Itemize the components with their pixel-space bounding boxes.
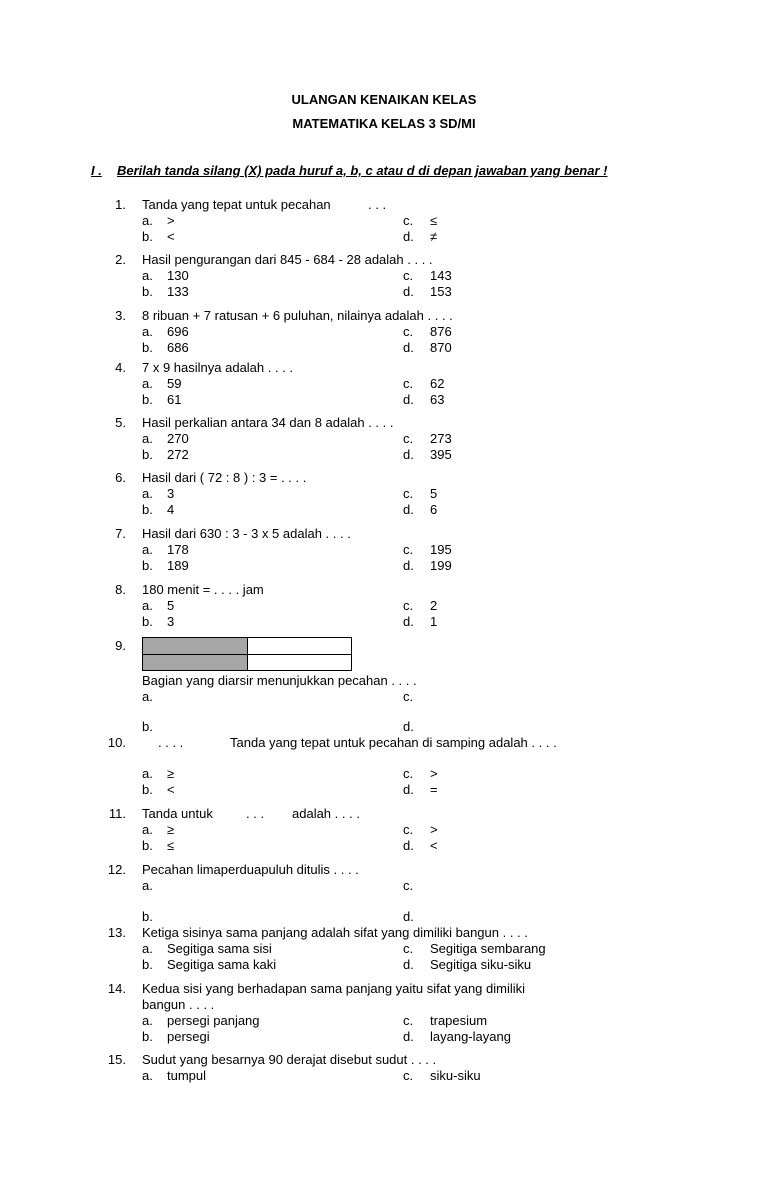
option-a-label: a.	[142, 376, 153, 391]
question-text: 7 x 9 hasilnya adalah . . . .	[142, 360, 294, 375]
question-suffix: adalah . . . .	[292, 806, 360, 821]
option-d: =	[430, 782, 438, 797]
option-d-label: d.	[403, 229, 414, 244]
option-c-label: c.	[403, 1013, 414, 1028]
option-d-label: d.	[403, 1029, 414, 1044]
option-a-label: a.	[142, 268, 153, 283]
section-instruction: Berilah tanda silang (X) pada huruf a, b, c atau d di depan jawaban yang benar !	[117, 163, 608, 178]
option-a: 5	[167, 598, 175, 613]
option-a: ≥	[167, 766, 175, 781]
question-number: 11.	[108, 806, 126, 821]
option-b-label: b.	[142, 782, 153, 797]
shaded-cell	[142, 654, 248, 671]
question-number: 12.	[107, 862, 126, 877]
option-a-label: a.	[142, 878, 153, 893]
option-c-label: c.	[403, 324, 414, 339]
question-number: 10.	[107, 735, 126, 750]
option-c: 195	[430, 542, 452, 557]
option-b-label: b.	[142, 340, 153, 355]
option-d: <	[430, 838, 438, 853]
question-text: Pecahan limaperduapuluh ditulis . . . .	[142, 862, 359, 877]
option-a: 59	[167, 376, 182, 391]
option-c-label: c.	[403, 598, 414, 613]
option-b-label: b.	[142, 284, 153, 299]
option-d-label: d.	[403, 502, 414, 517]
option-d: 6	[430, 502, 438, 517]
option-b: <	[167, 229, 175, 244]
shaded-cell	[142, 637, 248, 655]
option-d: 870	[430, 340, 452, 355]
option-c: 2	[430, 598, 438, 613]
option-c-label: c.	[403, 1068, 414, 1083]
option-b-label: b.	[142, 1029, 153, 1044]
question-number: 14.	[107, 981, 126, 996]
question-number: 3.	[115, 308, 126, 323]
option-c-label: c.	[403, 941, 414, 956]
unshaded-cell	[247, 654, 352, 671]
option-c: 273	[430, 431, 452, 446]
option-a: 270	[167, 431, 189, 446]
question-number: 8.	[115, 582, 126, 597]
option-c-label: c.	[403, 542, 414, 557]
option-b: 133	[167, 284, 189, 299]
question-text: 180 menit = . . . . jam	[142, 582, 264, 597]
question-text: Sudut yang besarnya 90 derajat disebut sudut . . . .	[142, 1052, 437, 1067]
option-a-label: a.	[142, 941, 153, 956]
option-b: 189	[167, 558, 189, 573]
page-subtitle: MATEMATIKA KELAS 3 SD/MI	[292, 116, 476, 131]
option-d-label: d.	[403, 957, 414, 972]
option-b-label: b.	[142, 229, 153, 244]
option-c: trapesium	[430, 1013, 488, 1028]
option-d-label: d.	[403, 614, 414, 629]
option-a: tumpul	[167, 1068, 207, 1083]
option-a-label: a.	[142, 213, 153, 228]
option-a-label: a.	[142, 689, 153, 704]
option-a: Segitiga sama sisi	[167, 941, 272, 956]
question-number: 15.	[107, 1052, 126, 1067]
option-c: 5	[430, 486, 438, 501]
option-a: 3	[167, 486, 175, 501]
question-text: Hasil dari ( 72 : 8 ) : 3 = . . . .	[142, 470, 307, 485]
option-c-label: c.	[403, 689, 414, 704]
question-text: Ketiga sisinya sama panjang adalah sifat yang dimiliki bangun . . . .	[142, 925, 528, 940]
option-b: <	[167, 782, 175, 797]
option-b: 272	[167, 447, 189, 462]
option-b: 61	[167, 392, 182, 407]
question-text: Kedua sisi yang berhadapan sama panjang yaitu sifat yang dimiliki	[142, 981, 526, 996]
question-number: 2.	[115, 252, 126, 267]
option-b: 4	[167, 502, 175, 517]
option-d-label: d.	[403, 838, 414, 853]
option-d: 153	[430, 284, 452, 299]
option-d: 1	[430, 614, 438, 629]
option-c-label: c.	[403, 268, 414, 283]
fraction-diagram	[142, 637, 352, 671]
option-c: >	[430, 822, 438, 837]
option-b-label: b.	[142, 909, 153, 924]
option-c: ≤	[430, 213, 438, 228]
option-b-label: b.	[142, 392, 153, 407]
option-b-label: b.	[142, 838, 153, 853]
option-b-label: b.	[142, 957, 153, 972]
option-a: >	[167, 213, 175, 228]
option-b-label: b.	[142, 447, 153, 462]
option-a-label: a.	[142, 1068, 153, 1083]
option-b: 3	[167, 614, 175, 629]
question-number: 9.	[115, 638, 126, 653]
option-c-label: c.	[403, 878, 414, 893]
option-b: Segitiga sama kaki	[167, 957, 277, 972]
question-text: Hasil perkalian antara 34 dan 8 adalah . . . .	[142, 415, 394, 430]
question-text: Tanda yang tepat untuk pecahan	[142, 197, 331, 212]
question-text: Tanda untuk	[142, 806, 213, 821]
question-number: 7.	[115, 526, 126, 541]
option-b-label: b.	[142, 614, 153, 629]
option-c: Segitiga sembarang	[430, 941, 546, 956]
question-text: Hasil dari 630 : 3 - 3 x 5 adalah . . . .	[142, 526, 351, 541]
question-dots: . . . .	[158, 735, 184, 750]
option-c-label: c.	[403, 213, 414, 228]
option-d: 199	[430, 558, 452, 573]
option-c-label: c.	[403, 486, 414, 501]
option-c: 143	[430, 268, 452, 283]
option-a: 178	[167, 542, 189, 557]
question-dots: . . .	[368, 197, 387, 212]
unshaded-cell	[247, 637, 352, 655]
option-d-label: d.	[403, 447, 414, 462]
question-number: 6.	[115, 470, 126, 485]
option-c: 876	[430, 324, 452, 339]
option-a-label: a.	[142, 486, 153, 501]
option-a: 696	[167, 324, 189, 339]
option-c: 62	[430, 376, 445, 391]
option-b: ≤	[167, 838, 175, 853]
question-number: 13.	[107, 925, 126, 940]
option-d-label: d.	[403, 558, 414, 573]
option-c: >	[430, 766, 438, 781]
option-b: persegi	[167, 1029, 210, 1044]
question-text-continued: bangun . . . .	[142, 997, 215, 1012]
question-text: 8 ribuan + 7 ratusan + 6 puluhan, nilainya adalah . . . .	[142, 308, 453, 323]
question-text: Hasil pengurangan dari 845 - 684 - 28 adalah . . . .	[142, 252, 433, 267]
option-a-label: a.	[142, 431, 153, 446]
section-number: I .	[91, 163, 102, 178]
option-c-label: c.	[403, 766, 414, 781]
option-a-label: a.	[142, 542, 153, 557]
option-d-label: d.	[403, 909, 414, 924]
option-c-label: c.	[403, 431, 414, 446]
option-c: siku-siku	[430, 1068, 481, 1083]
question-number: 4.	[115, 360, 126, 375]
option-d-label: d.	[403, 340, 414, 355]
option-d: Segitiga siku-siku	[430, 957, 532, 972]
option-d: 63	[430, 392, 445, 407]
option-a: ≥	[167, 822, 175, 837]
option-a-label: a.	[142, 1013, 153, 1028]
question-dots: . . .	[246, 806, 265, 821]
option-c-label: c.	[403, 376, 414, 391]
option-b-label: b.	[142, 502, 153, 517]
option-d: layang-layang	[430, 1029, 511, 1044]
question-text: Tanda yang tepat untuk pecahan di samping adalah . . . .	[230, 735, 557, 750]
option-c-label: c.	[403, 822, 414, 837]
page-title: ULANGAN KENAIKAN KELAS	[291, 92, 477, 107]
option-a-label: a.	[142, 766, 153, 781]
question-number: 1.	[115, 197, 126, 212]
option-d-label: d.	[403, 284, 414, 299]
option-d-label: d.	[403, 392, 414, 407]
option-a: persegi panjang	[167, 1013, 260, 1028]
option-a: 130	[167, 268, 189, 283]
option-a-label: a.	[142, 598, 153, 613]
option-a-label: a.	[142, 822, 153, 837]
option-b-label: b.	[142, 719, 153, 734]
option-a-label: a.	[142, 324, 153, 339]
question-number: 5.	[115, 415, 126, 430]
option-b-label: b.	[142, 558, 153, 573]
option-d-label: d.	[403, 719, 414, 734]
option-d-label: d.	[403, 782, 414, 797]
question-text: Bagian yang diarsir menunjukkan pecahan . . . .	[142, 673, 417, 688]
option-b: 686	[167, 340, 189, 355]
option-d: ≠	[430, 229, 438, 244]
option-d: 395	[430, 447, 452, 462]
